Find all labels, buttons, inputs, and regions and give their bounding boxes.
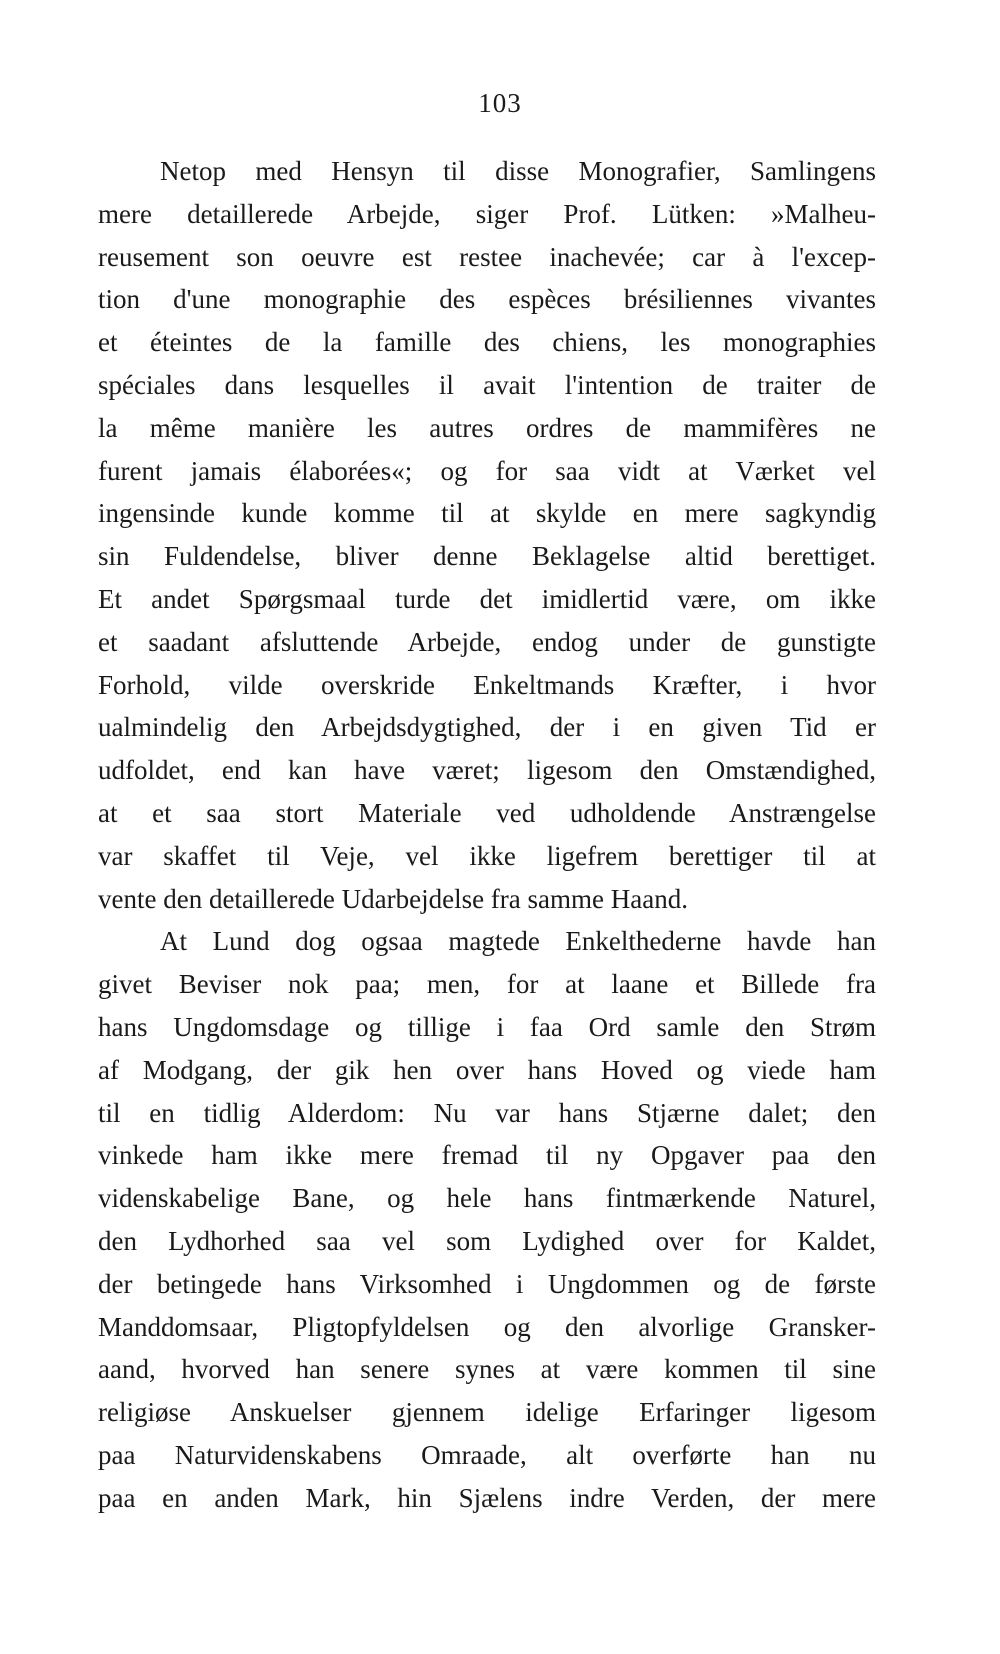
text-line: At Lund dog ogsaa magtede Enkelthederne havde han — [160, 926, 876, 957]
text-line: var skaffet til Veje, vel ikke ligefrem berettiger til at — [98, 840, 876, 871]
body-text — [98, 150, 876, 1520]
text-line: paa en anden Mark, hin Sjælens indre Verden, der mere — [98, 1482, 876, 1513]
text-line: spéciales dans lesquelles il avait l'intention de traiter de — [98, 369, 876, 400]
text-line: et saadant afsluttende Arbejde, endog under de gunstigte — [98, 626, 876, 657]
text-line: vinkede ham ikke mere fremad til ny Opgaver paa den — [98, 1140, 876, 1171]
text-line: den Lydhorhed saa vel som Lydighed over for Kaldet, — [98, 1225, 876, 1256]
text-line: aand, hvorved han senere synes at være kommen til sine — [98, 1354, 876, 1385]
text-line: givet Beviser nok paa; men, for at laane et Billede fra — [98, 969, 876, 1000]
text-line: religiøse Anskuelser gjennem idelige Erfaringer ligesom — [98, 1397, 876, 1428]
text-line: la même manière les autres ordres de mammifères ne — [98, 412, 876, 443]
text-line: at et saa stort Materiale ved udholdende Anstrængelse — [98, 797, 876, 828]
text-line: Manddomsaar, Pligtopfyldelsen og den alvorlige Gransker- — [98, 1311, 876, 1342]
text-line: vente den detaillerede Udarbejdelse fra samme Haand. — [98, 883, 688, 914]
text-line: Forhold, vilde overskride Enkeltmands Kræfter, i hvor — [98, 669, 876, 700]
text-line: mere detaillerede Arbejde, siger Prof. Lütken: »Malheu- — [98, 198, 876, 229]
text-line: der betingede hans Virksomhed i Ungdommen og de første — [98, 1268, 876, 1299]
text-line: paa Naturvidenskabens Omraade, alt overførte han nu — [98, 1439, 876, 1470]
text-line: Netop med Hensyn til disse Monografier, Samlingens — [160, 156, 876, 186]
text-line: sin Fuldendelse, bliver denne Beklagelse altid berettiget. — [98, 541, 876, 572]
page-number: 103 — [478, 88, 522, 118]
text-line: af Modgang, der gik hen over hans Hoved og viede ham — [98, 1054, 876, 1085]
text-line: udfoldet, end kan have været; ligesom den Omstændighed, — [98, 755, 876, 786]
text-line: til en tidlig Alderdom: Nu var hans Stjærne dalet; den — [98, 1097, 876, 1128]
text-line: ingensinde kunde komme til at skylde en mere sagkyndig — [98, 498, 876, 529]
text-line: videnskabelige Bane, og hele hans fintmærkende Naturel, — [98, 1183, 876, 1214]
text-line: furent jamais élaborées«; og for saa vidt at Værket vel — [98, 455, 876, 486]
text-line: hans Ungdomsdage og tillige i faa Ord samle den Strøm — [98, 1011, 876, 1042]
text-line: tion d'une monographie des espèces brésiliennes vivantes — [98, 284, 876, 315]
text-line: et éteintes de la famille des chiens, les monographies — [98, 327, 876, 358]
text-line: Et andet Spørgsmaal turde det imidlertid være, om ikke — [98, 583, 876, 614]
text-line: reusement son oeuvre est restee inachevée; car à l'excep- — [98, 241, 876, 272]
text-line: ualmindelig den Arbejdsdygtighed, der i en given Tid er — [98, 712, 876, 743]
